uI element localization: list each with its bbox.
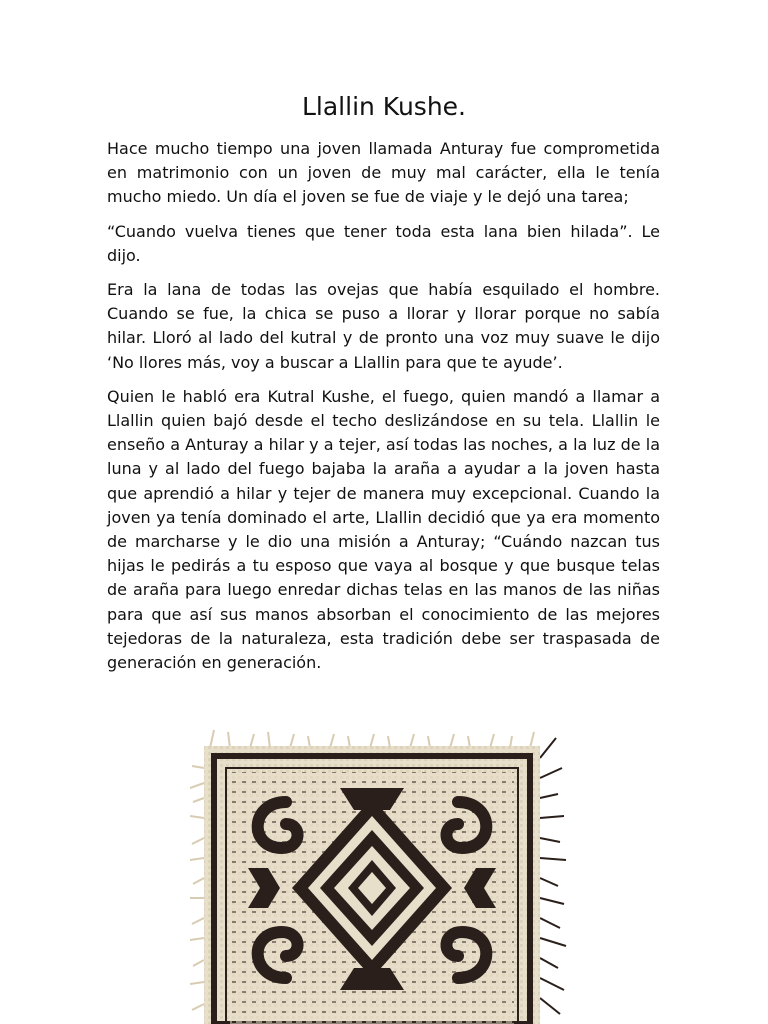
fringe-right bbox=[540, 738, 566, 1014]
paragraph-2: “Cuando vuelva tienes que tener toda esta lana bien hilada”. Le dijo. bbox=[107, 221, 660, 265]
document-body bbox=[107, 137, 660, 685]
paragraph-4: Quien le habló era Kutral Kushe, el fuego, quien mandó a llamar a Llallin quien bajó desde el techo deslizándose en su tela. Llallin le enseño a Anturay a hilar y a tejer, así todas las noches, a la luz de la luna y al lado del fuego bajaba la araña a ayudar a la joven hasta que aprendió a hilar y tejer de manera muy excepcional. Cuando la joven ya tenía dominado el arte, Llallin decidió que ya era momento de marcharse y le dio una misión a Anturay; “Cuándo nazcan tus hijas le pedirás a tu esposo que vaya al bosque y que busque telas de araña para luego enredar dichas telas en las manos de las niñas para que así sus manos absorban el conocimiento de las mejores tejedoras de la naturaleza, esta tradición debe ser traspasada de generación en generación. bbox=[107, 386, 660, 673]
document-title: Llallin Kushe. bbox=[301, 92, 466, 121]
paragraph-1: Hace mucho tiempo una joven llamada Anturay fue comprometida en matrimonio con un joven de muy mal carácter, ella le tenía mucho miedo. Un día el joven se fue de viaje y le dejó una tarea; bbox=[107, 139, 660, 207]
fringe-top bbox=[210, 730, 534, 748]
woven-textile-image bbox=[190, 728, 570, 1024]
paragraph-3: Era la lana de todas las ovejas que había esquilado el hombre. Cuando se fue, la chica se puso a llorar y llorar porque no sabía hilar. Lloró al lado del kutral y de pronto una voz muy suave le dijo ‘No llores más, voy a buscar a Llallin para que te ayude’. bbox=[107, 280, 660, 372]
fringe-left bbox=[190, 766, 204, 1010]
